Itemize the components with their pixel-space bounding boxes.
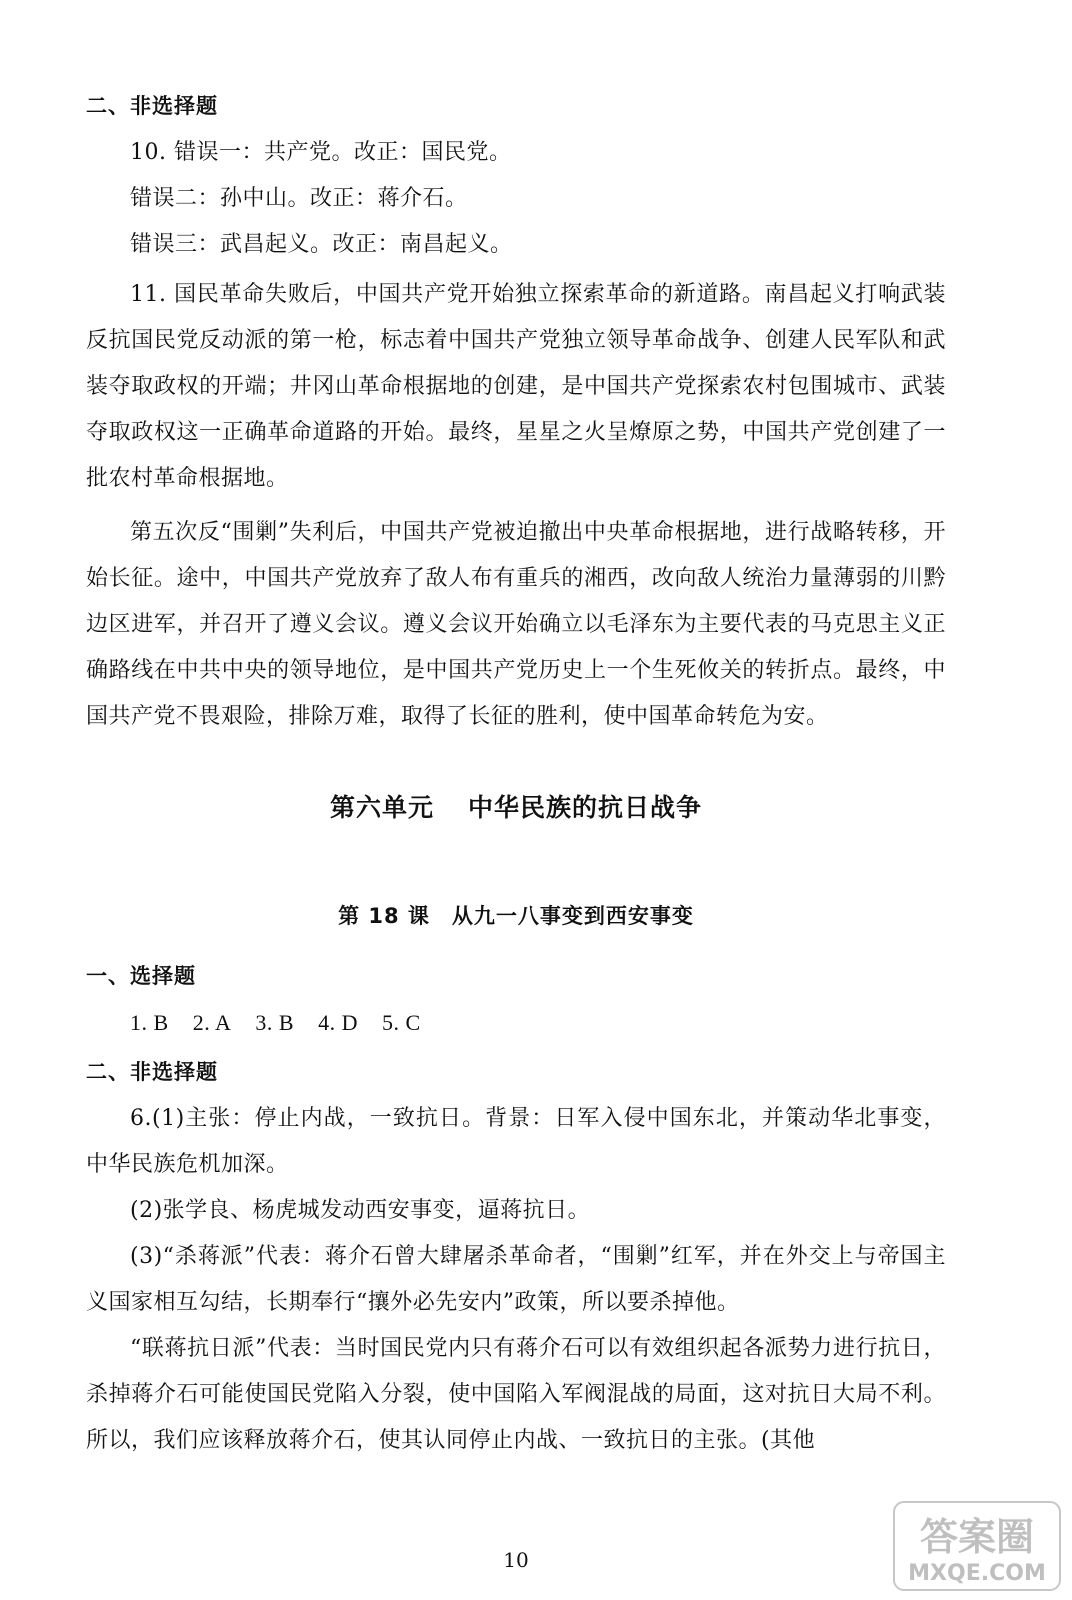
answer-4: 4. D (318, 1010, 358, 1035)
section-heading-nonchoice-2: 二、非选择题 (86, 1060, 218, 1084)
q10-line3: 错误三：武昌起义。改正：南昌起义。 (130, 232, 513, 257)
q6-part2: (2)张学良、杨虎城发动西安事变，逼蒋抗日。 (130, 1198, 591, 1223)
answer-3: 3. B (255, 1010, 295, 1035)
watermark-text-bottom: MXQE.COM (908, 1561, 1046, 1586)
q6-part3: (3)“杀蒋派”代表：蒋介石曾大肆屠杀革命者，“围剿”红军，并在外交上与帝国主义国家相互勾结，长期奉行“攘外必先安内”政策，所以要杀掉他。 (86, 1244, 946, 1315)
lesson-title (86, 900, 946, 930)
watermark-logo (892, 1500, 1062, 1592)
page-number: 10 (503, 1548, 529, 1572)
q11-paragraph-1: 11. 国民革命失败后，中国共产党开始独立探索革命的新道路。南昌起义打响武装反抗国民党反动派的第一枪，标志着中国共产党独立领导革命战争、创建人民军队和武装夺取政权的开端；井冈山革命根据地的创建，是中国共产党探索农村包围城市、武装夺取政权这一正确革命道路的开始。最终，星星之火呈燎原之势，中国共产党创建了一批农村革命根据地。 (86, 282, 946, 491)
answer-5: 5. C (381, 1010, 421, 1035)
answer-1: 1. B (130, 1010, 169, 1035)
unit-name: 中华民族的抗日战争 (468, 793, 703, 822)
answer-2: 2. A (192, 1010, 232, 1035)
q10-line2: 错误二：孙中山。改正：蒋介石。 (130, 186, 468, 211)
watermark-text-top: 答案圈 (919, 1515, 1035, 1559)
lesson-label: 第 18 课 (338, 904, 430, 928)
unit-title (86, 788, 946, 824)
unit-label: 第六单元 (329, 793, 434, 822)
q11-paragraph-2: 第五次反“围剿”失利后，中国共产党被迫撤出中央革命根据地，进行战略转移，开始长征。途中，中国共产党放弃了敌人布有重兵的湘西，改向敌人统治力量薄弱的川黔边区进军，并召开了遵义会议。遵义会议开始确立以毛泽东为主要代表的马克思主义正确路线在中共中央的领导地位，是中国共产党历史上一个生死攸关的转折点。最终，中国共产党不畏艰险，排除万难，取得了长征的胜利，使中国革命转危为安。 (86, 520, 946, 729)
section-heading-nonchoice: 二、非选择题 (86, 94, 218, 118)
q10-line1: 10. 错误一：共产党。改正：国民党。 (130, 140, 512, 165)
lesson-name: 从九一八事变到西安事变 (451, 904, 694, 928)
choice-answers (86, 1000, 946, 1046)
q6-part4: “联蒋抗日派”代表：当时国民党内只有蒋介石可以有效组织起各派势力进行抗日，杀掉蒋介石可能使国民党陷入分裂，使中国陷入军阀混战的局面，这对抗日大局不利。所以，我们应该释放蒋介石，使其认同停止内战、一致抗日的主张。(其他 (86, 1336, 946, 1453)
q6-part1: 6.(1)主张：停止内战，一致抗日。背景：日军入侵中国东北，并策动华北事变，中华民族危机加深。 (86, 1106, 946, 1177)
section-heading-choice: 一、选择题 (86, 964, 196, 988)
